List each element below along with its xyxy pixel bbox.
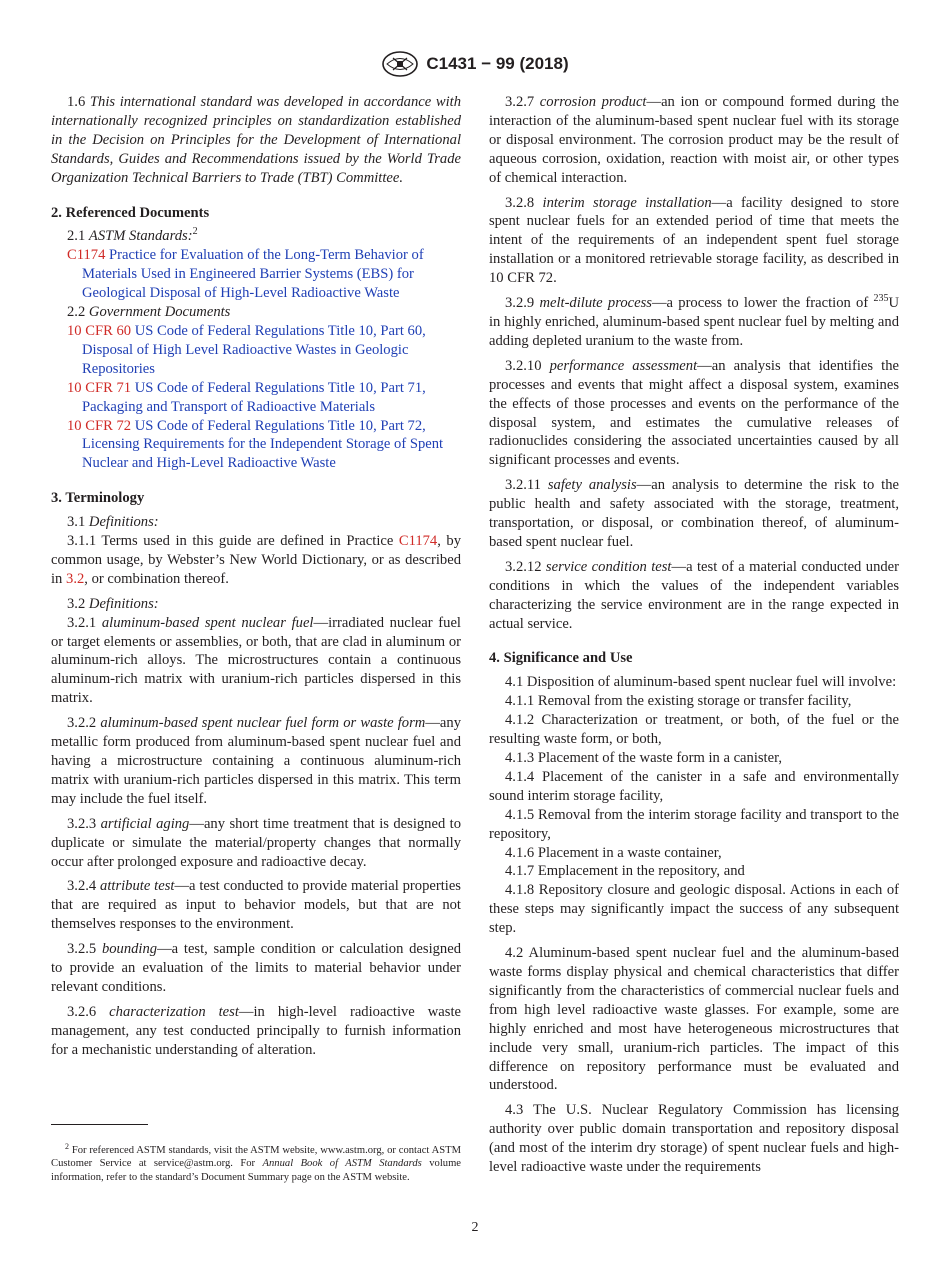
link-section-3-2[interactable]: 3.2 (66, 570, 85, 587)
section-4-heading: 4. Significance and Use (489, 650, 633, 667)
paragraph-4-1-1: 4.1.1 Removal from the existing storage or transfer facility, (505, 693, 852, 710)
definition-3-2-2: 3.2.2 aluminum-based spent nuclear fuel form or waste form—any metallic form produced from aluminum-based spent nuclear fuel and having a microstructure containing a continuous aluminum-rich matrix with uranium-rich particles dispersed in this matrix. This term may include the fuel itself. (51, 715, 461, 807)
definition-3-2-1: 3.2.1 aluminum-based spent nuclear fuel—irradiated nuclear fuel or target elements or assemblies, or both, that are clad in aluminum or aluminum-rich alloys. The microstructures contain a continuous aluminum-rich matrix with uranium-rich particles dispersed in this matrix. (51, 614, 461, 707)
definition-3-2-3: 3.2.3 artificial aging—any short time treatment that is designed to duplicate or simulate the material/property changes that normally occur after prolonged exposure and radioactive decay. (51, 815, 462, 870)
section-2-heading: 2. Referenced Documents (51, 204, 210, 221)
definition-3-2-11: 3.2.11 safety analysis—an analysis to determine the risk to the public health and safety associated with the storage, treatment, transportation, or disposal, or combination thereof, of aluminum-based spent nuclear fuel. (489, 477, 900, 550)
astm-logo-icon (381, 50, 419, 78)
paragraph-2-1: 2.1 ASTM Standards:$^2$ (67, 226, 198, 245)
definition-3-2-4: 3.2.4 attribute test—a test conducted to provide material properties that are required as input to behavior models, but that are not themselves responses to the environment. (51, 878, 461, 933)
left-column (51, 93, 461, 1060)
paragraph-4-1-8: 4.1.8 Repository closure and geologic disposal. Actions in each of these steps may significantly impact the success of any subsequent step. (489, 882, 899, 937)
section-3-heading: 3. Terminology (51, 490, 145, 507)
reference-10cfr71[interactable]: 10 CFR 71 US Code of Federal Regulations Title 10, Part 71, Packaging and Transport of Radioactive Materials (67, 379, 426, 415)
paragraph-3-2: 3.2 Definitions: (67, 595, 159, 612)
paragraph-4-1: 4.1 Disposition of aluminum-based spent nuclear fuel will involve: (505, 674, 897, 691)
page-header (0, 50, 950, 83)
paragraph-2-2: 2.2 Government Documents (67, 304, 231, 321)
paragraph-4-1-7: 4.1.7 Emplacement in the repository, and (505, 863, 745, 880)
paragraph-4-1-2: 4.1.2 Characterization or treatment, or both, of the fuel or the resulting waste form, or both, (489, 712, 899, 748)
paragraph-4-1-3: 4.1.3 Placement of the waste form in a canister, (505, 750, 783, 766)
footnote-2: $^2$ For referenced ASTM standards, visit the ASTM website, www.astm.org, or contact ASTM Customer Service at service@astm.org. For Annual Book of ASTM Standards volume information, refer to the standard’s Document Summary page on the ASTM website. (51, 1141, 462, 1183)
definition-3-2-8: 3.2.8 interim storage installation—a facility designed to store spent nuclear fuels for an extended period of time that meets the intent of the requirements of an independent spent fuel storage installation or a monitored retrievable storage facility, as described in 10 CFR 72. (489, 194, 899, 287)
reference-c1174[interactable]: C1174 Practice for Evaluation of the Long-Term Behavior of Materials Used in Engineered Barrier Systems (EBS) for Geological Disposal of High-Level Radioactive Waste (67, 247, 424, 302)
definition-3-2-6: 3.2.6 characterization test—in high-level radioactive waste management, any test conducted principally to furnish information for a mechanistic understanding of alteration. (51, 1003, 461, 1058)
paragraph-4-1-4: 4.1.4 Placement of the canister in a safe and environmentally sound interim storage facility, (489, 768, 899, 804)
definition-3-2-7: 3.2.7 corrosion product—an ion or compound formed during the interaction of the aluminum-based spent nuclear fuel with its storage or disposal environment. The corrosion product may be the result of aqueous corrosion, oxidation, reaction with moist air, or other types of chemical interaction. (489, 94, 899, 186)
paragraph-1-6: 1.6 This international standard was developed in accordance with internationally recognized principles on standardization established in the Decision on Principles for the Development of International Standards, Guides and Recommendations issued by the World Trade Organization Technical Barriers to Trade (TBT) Committee. (51, 94, 462, 186)
footnote-divider (51, 1124, 148, 1125)
page-number: 2 (471, 1220, 479, 1235)
paragraph-3-1: 3.1 Definitions: (67, 514, 159, 531)
paragraph-4-2: 4.2 Aluminum-based spent nuclear fuel and the aluminum-based waste forms display physical and chemical characteristics that differ significantly from the characteristics of commercial nuclear fuels and from high level radioactive waste glasses. For example, some are highly enriched and most have heterogeneous microstructures that include very small, uranium-rich particles. The impact of this difference on repository performance must be evaluated and understood. (489, 945, 899, 1094)
document-id: C1431 − 99 (2018) (426, 54, 569, 73)
definition-3-2-5: 3.2.5 bounding—a test, sample condition or calculation designed to provide an evaluation of the limits to material behavior under relevant conditions. (51, 941, 462, 995)
paragraph-4-1-5: 4.1.5 Removal from the interim storage facility and transport to the repository, (489, 806, 899, 842)
definition-3-2-10: 3.2.10 performance assessment—an analysis that identifies the processes and events that might affect a disposal system, examines the effects of those processes and events on the performance of the disposal system, and estimates the cumulative releases of radionuclides considering the associated uncertainties caused by all significant processes and events. (489, 357, 899, 469)
right-column (489, 93, 899, 1177)
definition-3-2-12: 3.2.12 service condition test—a test of a material conducted under conditions in which the values of the independent variables characterizing the service environment are in the range expected in actual service. (489, 558, 899, 632)
paragraph-4-1-6: 4.1.6 Placement in a waste container, (505, 844, 722, 861)
link-c1174[interactable]: C1174 (398, 533, 438, 550)
paragraph-3-1-1: 3.1.1 Terms used in this guide are defined in Practice C1174, by common usage, by Webster’s New World Dictionary, or as described in 3.2, or combination thereof. (51, 533, 461, 587)
definition-3-2-9: 3.2.9 melt-dilute process—a process to lower the fraction of $^{235}$U in highly enriched, aluminum-based spent nuclear fuel by melting and adding depleted uranium to the waste from. (489, 293, 899, 349)
reference-10cfr60[interactable]: 10 CFR 60 US Code of Federal Regulations Title 10, Part 60, Disposal of High Level Radioactive Wastes in Geologic Repositories (67, 322, 426, 377)
reference-10cfr72[interactable]: 10 CFR 72 US Code of Federal Regulations Title 10, Part 72, Licensing Requirements for the Independent Storage of Spent Nuclear and High-Level Radioactive Waste (67, 417, 444, 472)
paragraph-4-3: 4.3 The U.S. Nuclear Regulatory Commission has licensing authority over public domain transportation and repository disposal (and most of the interim dry storage) of spent nuclear fuels and high-level radioactive waste under the requirements (489, 1102, 899, 1176)
